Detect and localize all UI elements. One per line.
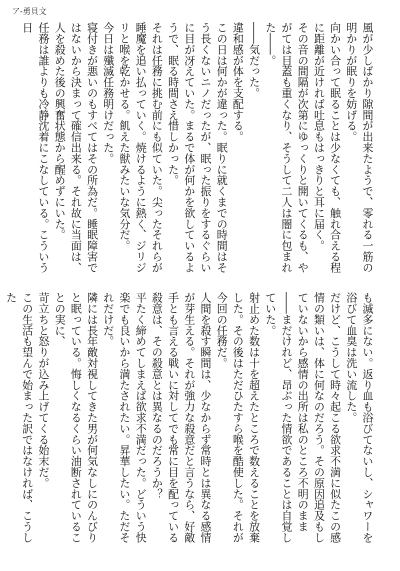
text-block-top [20, 22, 375, 282]
paragraph: 寝付きが悪いのもすべてはその所為だ。睡眠障害ではないから決まって確信出来る。それ故に当面は、人を殺めた後の興奮状態から醒めずにいた。 [53, 22, 99, 273]
paragraph: 射止めた数は十を超えたところで数えることを放棄した。その後はただひたすら喉を酷使した。それが今回の任務だ。 [215, 292, 261, 543]
paragraph: それは任務に挑む前にも似ていた。尖ったそれらが睡魔を追い払っていく。焼けるように熱く、ジリジリと喉を乾かせる。飢えた獣みたいな気分だ。 [117, 22, 164, 273]
paragraph: その音の間隔が次第にゆっくりと開いてくるも、やがては目蓋も重くなり、そうして二人は闇に包まれた――。 [263, 22, 310, 273]
paragraph: 隣には長年敵対視してきた男が何気なしにのんびりと眠っている。悔しくなるくらい油断されていることの実に、 [53, 292, 99, 543]
paragraph: 任務は誰よりも冷静沈着にこなしている。こういう日 [20, 22, 50, 273]
text-block-bottom [4, 292, 375, 552]
paragraph: 人間を殺す瞬間は、少なからず常時とは異なる感情が芽生える。それが強力な殺意だと言うなら、好敵手とも言える戦いに対してでも常に目を配っている殺意は、その殺意とは異なるのだろうか？ [150, 292, 212, 543]
paragraph: ――気だった。 [247, 22, 261, 99]
paragraph: 平たく締めてしまえば欲求不満だった。どういう快楽でも良いから満たされたい。昇華したい。ただそれだけだ。 [101, 292, 148, 543]
paragraph: この日は何かが違った。眠りに就くまでの時間はそう長くないニノだったが、眠った振りをするぐらいに目が冴えていた。まるで体が何かを欲しているようで、眠る時間さえ惜しかった。 [166, 22, 229, 273]
paragraph: 苛立ちと怒りが込み上げてくる始末だ。 [36, 292, 50, 489]
paragraph: 風が少しばかり隙間が出来たようで、零れる一筋の明かりが眠りを妨げる。 [344, 22, 374, 273]
paragraph: も滅多にない。返り血も浴びてないし、シャワーを浴びて血臭は洗い流した。 [344, 292, 374, 543]
paragraph: 今日は殲滅任務明けだった。 [101, 22, 115, 164]
paragraph: だけど、こうして時々起こる欲求不満に似たこの感情の類いは、体に何なのだろう。その原因追及もしていないから感情の出所は私のところ不明のまま――まだけれど、昂ぶった情欲であることは自覚していた。 [263, 292, 342, 543]
paragraph: 違和感が体を支配する。 [231, 22, 245, 142]
paragraph: 向かい合って眠ることは少なくても、触れ合える程に距離が近ければ吐息もはっきりと耳に届く。 [312, 22, 342, 273]
running-header: ア-勇貝文 [12, 7, 47, 16]
paragraph: この生活も望んで始まった訳ではなければ、こうした [4, 292, 34, 543]
